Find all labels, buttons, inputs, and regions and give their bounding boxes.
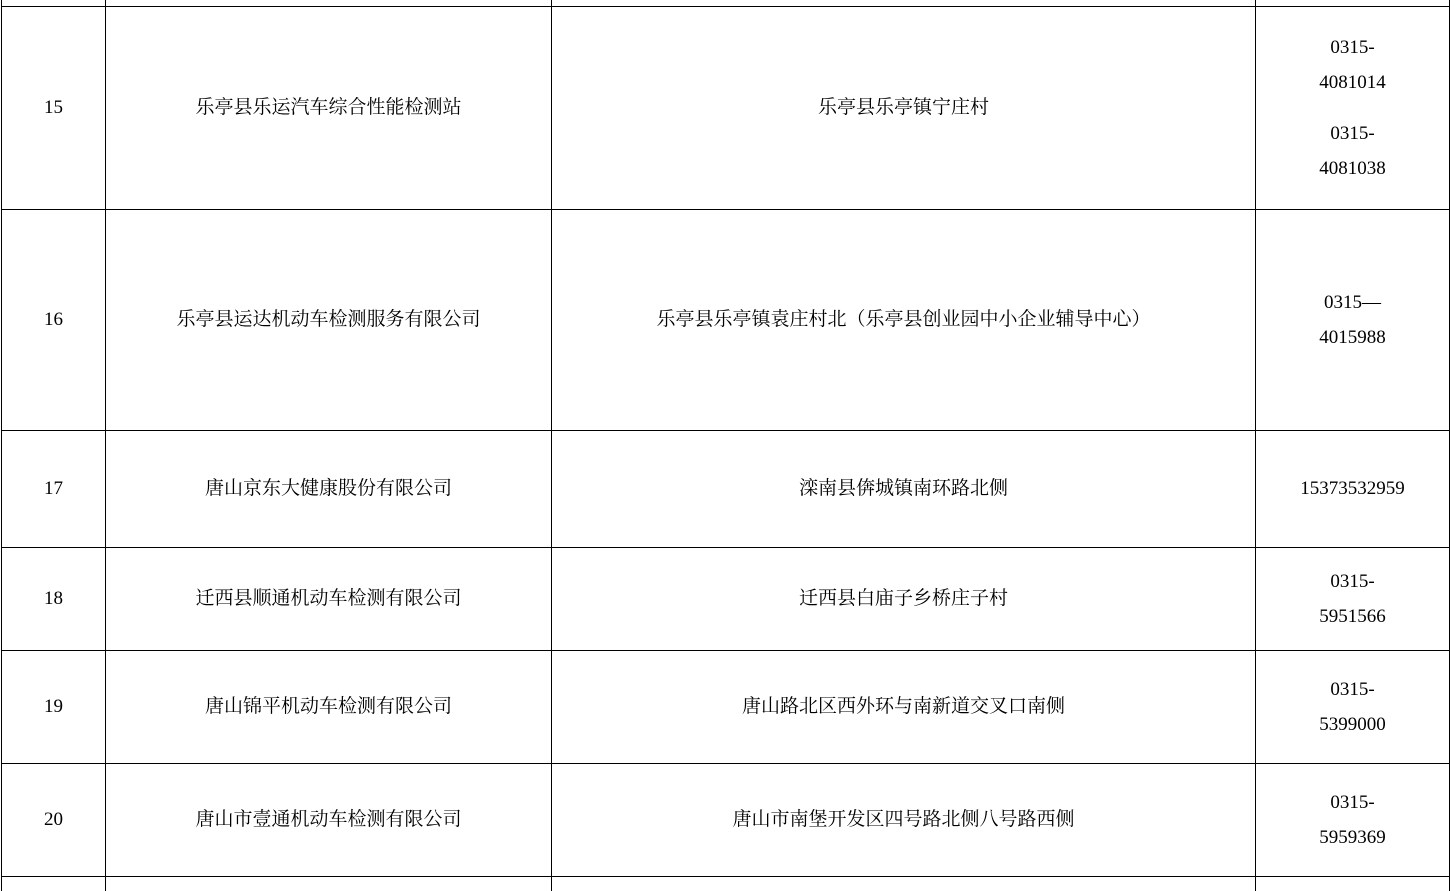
phone-line: 0315- [1264, 30, 1441, 65]
phone-line: 5951566 [1264, 599, 1441, 634]
table-row [2, 210, 1450, 431]
cell-index: 19 [2, 651, 106, 764]
cell-name: 乐亭县运达机动车检测服务有限公司 [106, 210, 552, 431]
cell-index: 20 [2, 764, 106, 877]
table-row [2, 764, 1450, 877]
phone-line: 0315- [1264, 564, 1441, 599]
phone-line: 4015988 [1264, 320, 1441, 355]
cell-name: 唐山锦平机动车检测有限公司 [106, 651, 552, 764]
cell-phone [1256, 877, 1450, 891]
table-row [2, 548, 1450, 651]
cell-address: 乐亭县乐亭镇袁庄村北（乐亭县创业园中小企业辅导中心） [552, 210, 1256, 431]
cell-index: 17 [2, 431, 106, 548]
cell-index [2, 877, 106, 891]
cell-address: 乐亭县乐亭镇宁庄村 [552, 7, 1256, 210]
cell-index: 16 [2, 210, 106, 431]
table-row-partial-bottom [2, 877, 1450, 891]
cell-name: 乐亭县乐运汽车综合性能检测站 [106, 7, 552, 210]
cell-address [552, 877, 1256, 891]
phone-spacer [1264, 100, 1441, 116]
table-body [2, 0, 1450, 891]
phone-line: 0315- [1264, 785, 1441, 820]
cell-phone [1256, 431, 1450, 548]
cell-name: 唐山市壹通机动车检测有限公司 [106, 764, 552, 877]
phone-line: 15373532959 [1264, 471, 1441, 506]
cell-address: 滦南县倴城镇南环路北侧 [552, 431, 1256, 548]
phone-line: 4081038 [1264, 151, 1441, 186]
phone-line: 0315- [1264, 672, 1441, 707]
cell-address: 迁西县白庙子乡桥庄子村 [552, 548, 1256, 651]
cell-phone [1256, 210, 1450, 431]
table-row [2, 651, 1450, 764]
cell-name [106, 877, 552, 891]
cell-address: 唐山市南堡开发区四号路北侧八号路西侧 [552, 764, 1256, 877]
cell-phone [1256, 764, 1450, 877]
cell-phone [1256, 7, 1450, 210]
phone-line: 0315— [1264, 285, 1441, 320]
inspection-stations-table [1, 0, 1450, 891]
cell-index: 18 [2, 548, 106, 651]
phone-line: 5399000 [1264, 707, 1441, 742]
phone-line: 0315- [1264, 116, 1441, 151]
cell-address: 唐山路北区西外环与南新道交叉口南侧 [552, 651, 1256, 764]
table-row [2, 431, 1450, 548]
table-row [2, 7, 1450, 210]
phone-line: 4081014 [1264, 65, 1441, 100]
cell-index: 15 [2, 7, 106, 210]
cell-name: 唐山京东大健康股份有限公司 [106, 431, 552, 548]
phone-line: 5959369 [1264, 820, 1441, 855]
cell-name: 迁西县顺通机动车检测有限公司 [106, 548, 552, 651]
cell-phone [1256, 651, 1450, 764]
cell-phone [1256, 548, 1450, 651]
